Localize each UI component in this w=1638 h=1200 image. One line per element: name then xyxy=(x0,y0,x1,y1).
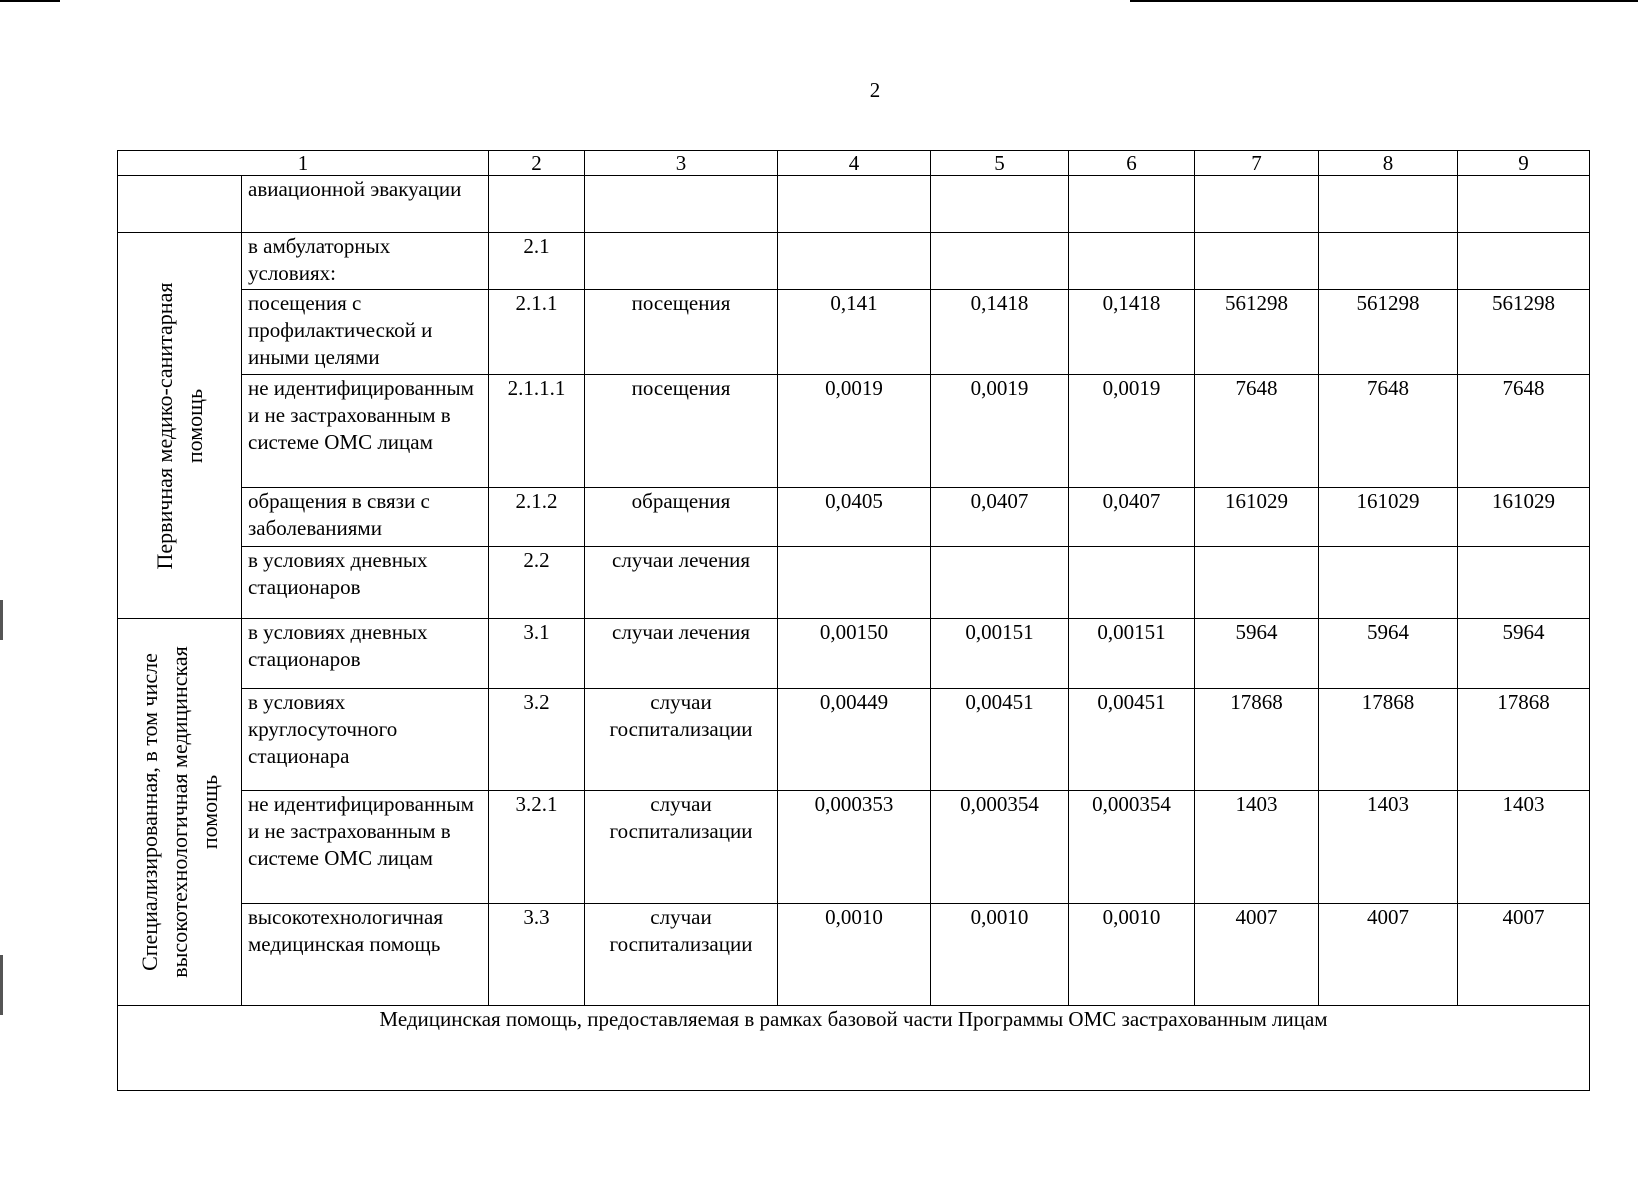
row-name: обращения в связи с заболеваниями xyxy=(242,488,489,547)
value-cell: 17868 xyxy=(1458,689,1590,791)
row-number: 2.1 xyxy=(489,233,585,290)
footer-row xyxy=(118,1006,1590,1091)
value-cell xyxy=(1319,233,1458,290)
value-cell: 7648 xyxy=(1195,375,1319,488)
value-cell: 0,000353 xyxy=(778,791,931,904)
value-cell: 0,0019 xyxy=(778,375,931,488)
value-cell: 0,000354 xyxy=(1069,791,1195,904)
value-cell: 0,00150 xyxy=(778,619,931,689)
table-row xyxy=(118,619,1590,689)
value-cell xyxy=(931,547,1069,619)
value-cell: 161029 xyxy=(1319,488,1458,547)
left-edge-mark xyxy=(0,955,3,1015)
value-cell xyxy=(1319,547,1458,619)
value-cell xyxy=(1195,547,1319,619)
table-row xyxy=(118,689,1590,791)
row-name: в условиях дневных стационаров xyxy=(242,547,489,619)
value-cell: 0,000354 xyxy=(931,791,1069,904)
section-title-line: высокотехнологичная медицинская xyxy=(166,646,192,978)
table-row xyxy=(118,233,1590,290)
value-cell xyxy=(1069,547,1195,619)
unit-cell: посещения xyxy=(585,290,778,375)
row-number: 2.1.1 xyxy=(489,290,585,375)
value-cell: 0,0010 xyxy=(778,904,931,1006)
row-number: 3.1 xyxy=(489,619,585,689)
section-title-line: помощь xyxy=(181,388,207,463)
value-cell: 0,0010 xyxy=(931,904,1069,1006)
value-cell: 4007 xyxy=(1319,904,1458,1006)
value-cell xyxy=(1069,233,1195,290)
value-cell xyxy=(1195,233,1319,290)
value-cell: 561298 xyxy=(1458,290,1590,375)
row-name: не идентифицированным и не застрахованным в системе ОМС лицам xyxy=(242,791,489,904)
row-name: в условиях круглосуточного стационара xyxy=(242,689,489,791)
column-header: 5 xyxy=(931,151,1069,176)
table-row xyxy=(118,791,1590,904)
unit-cell: случаи госпитализации xyxy=(585,904,778,1006)
section-title xyxy=(118,619,242,1006)
value-cell: 0,0405 xyxy=(778,488,931,547)
value-cell: 1403 xyxy=(1458,791,1590,904)
value-cell xyxy=(931,233,1069,290)
column-header-row xyxy=(118,151,1590,176)
value-cell: 4007 xyxy=(1458,904,1590,1006)
unit-cell: случаи госпитализации xyxy=(585,791,778,904)
column-header: 6 xyxy=(1069,151,1195,176)
top-scan-rule xyxy=(1130,0,1638,2)
value-cell: 17868 xyxy=(1319,689,1458,791)
row-number: 3.3 xyxy=(489,904,585,1006)
value-cell: 1403 xyxy=(1319,791,1458,904)
row-name: посещения с профилактической и иными целями xyxy=(242,290,489,375)
unit-cell: случаи госпитализации xyxy=(585,689,778,791)
value-cell: 161029 xyxy=(1458,488,1590,547)
value-cell: 1403 xyxy=(1195,791,1319,904)
value-cell: 7648 xyxy=(1319,375,1458,488)
row-name: в условиях дневных стационаров xyxy=(242,619,489,689)
value-cell: 0,0010 xyxy=(1069,904,1195,1006)
section-title xyxy=(118,233,242,619)
row-number: 2.2 xyxy=(489,547,585,619)
table-row xyxy=(118,547,1590,619)
value-cell: 0,141 xyxy=(778,290,931,375)
value-cell xyxy=(778,547,931,619)
page-number: 2 xyxy=(869,78,881,102)
unit-cell: случаи лечения xyxy=(585,619,778,689)
column-header: 1 xyxy=(118,151,489,176)
column-header: 4 xyxy=(778,151,931,176)
value-cell: 561298 xyxy=(1319,290,1458,375)
row-number: 3.2.1 xyxy=(489,791,585,904)
value-cell: 5964 xyxy=(1195,619,1319,689)
value-cell: 0,0407 xyxy=(1069,488,1195,547)
unit-cell: обращения xyxy=(585,488,778,547)
value-cell: 7648 xyxy=(1458,375,1590,488)
value-cell: 0,0019 xyxy=(1069,375,1195,488)
row-name: высокотехнологичная медицинская помощь xyxy=(242,904,489,1006)
row-number: 3.2 xyxy=(489,689,585,791)
row-number: 2.1.2 xyxy=(489,488,585,547)
column-header: 8 xyxy=(1319,151,1458,176)
row-name: авиационной эвакуации xyxy=(242,176,489,233)
data-table xyxy=(117,150,1590,1091)
row-number: 2.1.1.1 xyxy=(489,375,585,488)
footer-text: Медицинская помощь, предоставляемая в рамках базовой части Программы ОМС застрахованным лицам xyxy=(118,1006,1590,1091)
value-cell: 161029 xyxy=(1195,488,1319,547)
value-cell: 0,0407 xyxy=(931,488,1069,547)
value-cell: 0,00451 xyxy=(931,689,1069,791)
value-cell xyxy=(778,233,931,290)
unit-cell xyxy=(585,233,778,290)
unit-cell: случаи лечения xyxy=(585,547,778,619)
table-row xyxy=(118,290,1590,375)
unit-cell: посещения xyxy=(585,375,778,488)
value-cell: 17868 xyxy=(1195,689,1319,791)
section-cell-empty xyxy=(118,176,242,233)
value-cell: 0,1418 xyxy=(931,290,1069,375)
value-cell: 0,00151 xyxy=(1069,619,1195,689)
column-header: 3 xyxy=(585,151,778,176)
column-header: 2 xyxy=(489,151,585,176)
table-row xyxy=(118,904,1590,1006)
value-cell: 0,00449 xyxy=(778,689,931,791)
table-row xyxy=(118,488,1590,547)
left-edge-mark xyxy=(0,600,3,640)
column-header: 7 xyxy=(1195,151,1319,176)
value-cell: 4007 xyxy=(1195,904,1319,1006)
table-row xyxy=(118,375,1590,488)
value-cell: 561298 xyxy=(1195,290,1319,375)
top-scan-rule xyxy=(0,0,60,2)
column-header: 9 xyxy=(1458,151,1590,176)
section-title-line: Первичная медико-санитарная xyxy=(151,282,177,569)
value-cell xyxy=(1458,547,1590,619)
value-cell: 5964 xyxy=(1458,619,1590,689)
section-title-line: помощь xyxy=(196,774,222,850)
value-cell: 0,1418 xyxy=(1069,290,1195,375)
value-cell: 0,0019 xyxy=(931,375,1069,488)
section-title-line: Специализированная, в том числе xyxy=(136,653,162,971)
value-cell: 0,00151 xyxy=(931,619,1069,689)
value-cell: 5964 xyxy=(1319,619,1458,689)
row-name: не идентифицированным и не застрахованным в системе ОМС лицам xyxy=(242,375,489,488)
value-cell: 0,00451 xyxy=(1069,689,1195,791)
row-name: в амбулаторных условиях: xyxy=(242,233,489,290)
table-row xyxy=(118,176,1590,233)
value-cell xyxy=(1458,233,1590,290)
